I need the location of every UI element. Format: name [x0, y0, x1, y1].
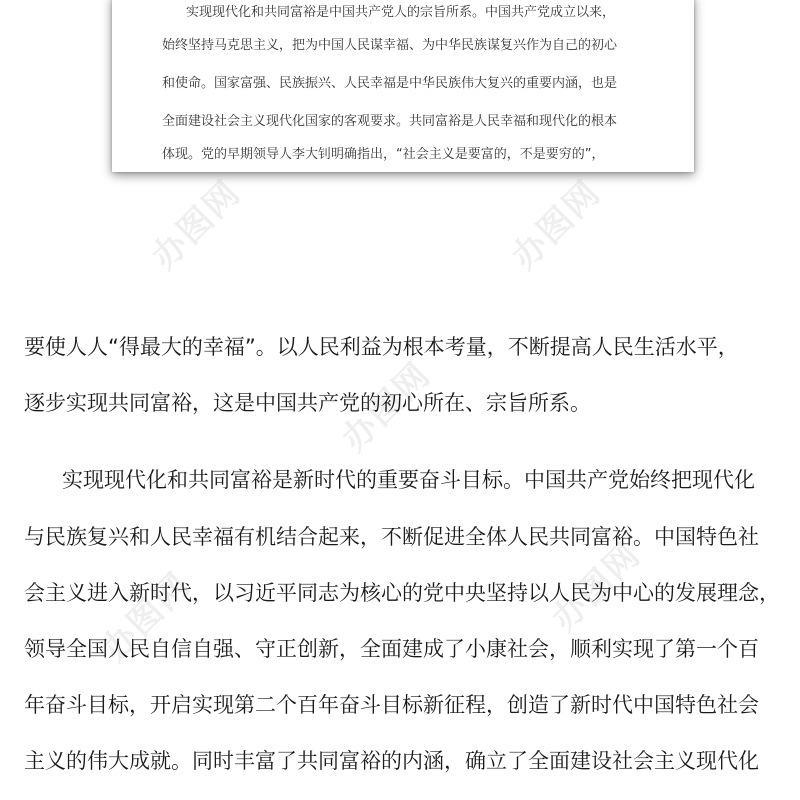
card-text-line: 和使命。国家富强、民族振兴、人民幸福是中华民族伟大复兴的重要内涵，也是 — [162, 76, 618, 91]
body-text-line: 逐步实现共同富裕，这是中国共产党的初心所在、宗旨所系。 — [24, 391, 591, 415]
card-text-line: 实现现代化和共同富裕是中国共产党人的宗旨所系。中国共产党成立以来， — [186, 5, 616, 20]
body-text-line: 要使人人“得最大的幸福”。以人民利益为根本考量，不断提高人民生活水平， — [24, 335, 739, 359]
body-text-line: 领导全国人民自信自强、守正创新，全面建成了小康社会，顺利实现了第一个百 — [24, 637, 759, 661]
body-text-line: 会主义进入新时代，以习近平同志为核心的党中央坚持以人民为中心的发展理念， — [24, 581, 780, 605]
card-text-line: 体现。党的早期领导人李大钊明确指出，“社会主义是要富的，不是要穷的”， — [162, 147, 605, 162]
body-text-line: 与民族复兴和人民幸福有机结合起来，不断促进全体人民共同富裕。中国特色社 — [24, 525, 759, 549]
body-text-line: 实现现代化和共同富裕是新时代的重要奋斗目标。中国共产党始终把现代化 — [62, 468, 755, 492]
body-text-line: 主义的伟大成就。同时丰富了共同富裕的内涵，确立了全面建设社会主义现代化 — [24, 749, 759, 773]
watermark-logo: 办图网 — [144, 172, 249, 278]
watermark-logo: 办图网 — [94, 564, 199, 670]
card-text-line: 始终坚持马克思主义，把为中国人民谋幸福、为中华民族谋复兴作为自己的初心 — [162, 38, 618, 53]
watermark-logo: 办图网 — [544, 534, 649, 640]
watermark-logo: 办图网 — [334, 354, 439, 460]
document-preview-card — [112, 0, 694, 172]
card-text-line: 全面建设社会主义现代化国家的客观要求。共同富裕是人民幸福和现代化的根本 — [162, 114, 618, 129]
watermark-logo: 办图网 — [504, 172, 609, 278]
body-text-line: 年奋斗目标，开启实现第二个百年奋斗目标新征程，创造了新时代中国特色社会 — [24, 693, 759, 717]
